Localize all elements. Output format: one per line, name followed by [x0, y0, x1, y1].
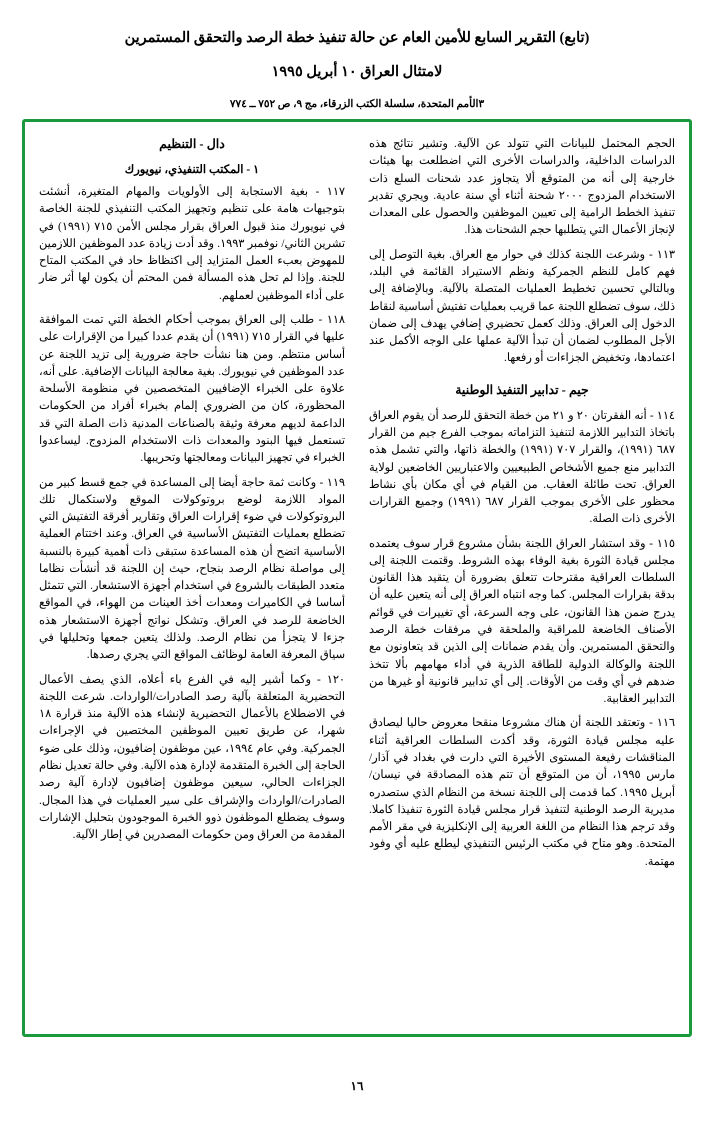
paragraph: ١١٧ - بغية الاستجابة إلى الأولويات والمهام المتغيرة، أنشئت بتوجيهات هامة على تنظيم وتجهيز المكتب التنفيذي للجنة الخاصة في نيويورك منذ قبول العراق بقرار مجلس الأمن ٧١٥ (١٩٩١) في تشرين الثاني/ نوفمبر ١٩٩٣. وقد أدت زيادة عدد الموظفين اللازمين للمهوض بعبء العمل المتزايد إلى اكتظاظ حاد في المكتب المتاح للجنة. وإذا لم تحل هذه المسألة فمن المحتم أن يكون لها أثر ضار على أداء الموظفين لعملهم.	[39, 186, 345, 302]
column-left	[39, 136, 345, 1024]
paragraph: ١١٨ - طلب إلى العراق بموجب أحكام الخطة التي تمت الموافقة عليها في القرار ٧١٥ (١٩٩١) أن يقدم عددا كبيرا من الإقرارات على أساس منتظم. ومن هنا نشأت حاجة ضرورية إلى تزيد اللجنة عن عدد الموظفين في نيويورك. بغية معالجة البيانات الإضافية. على أنه، علاوة على الخبراء الإضافيين المتخصصين في منظومة الأسلحة المحظورة، كان من الضروري إلمام بخبراء أفراد من الحكومات الداعمة لديهم معرفة وثيقة بالصناعات المدنية ذات الصلة التي قد تستعمل فيها البنود والمعدات ذات الاستخدام المزدوج. ليساعدوا الخبراء في تجهيز البيانات ومعالجتها وتحريبها.	[39, 313, 345, 465]
source-citation: ٣الأمم المتحدة، سلسلة الكتب الزرقاء، مج ٩، ص ٧٥٢ ــ ٧٧٤	[229, 98, 485, 110]
paragraph: ١١٣ - وشرعت اللجنة كذلك في حوار مع العراق. بغية التوصل إلى فهم كامل للنظم الجمركية ونظم الاستيراد القائمة في البلد، وبالتالي تحسين تخطيط العمليات المتصلة بالآلية. وبالإضافة إلى ذلك، سوف تضطلع اللجنة عما قريب بعمليات تفتيش أساسية لنقاط الدخول إلى العراق. وذلك كعمل تحضيري إضافي يهدف إلى ضمان الأجل المطلوب لضمان أن تبدأ الآلية عملها على الوجه الأكمل عند اعتمادها، وتخفيض الجزاءات أو رفعها.	[369, 248, 675, 365]
content-frame	[22, 119, 692, 1037]
paragraph: ١١٥ - وقد استشار العراق اللجنة بشأن مشروع قرار سوف يعتمده مجلس قيادة الثورة بغية الوفاء بهذه الشروط. وقتمت اللجنة إلى السلطات العراقية مقترحات تتعلق بضرورة أن يتقيد هذا القانون بدقة بقرارات المجلس. كما وجه انتباه العراق إلى أنه يتعين عليه أن يدرج ضمن هذا القانون، على وجه السرعة، أي تغييرات في قوائم الأصناف الخاضعة للمراقبة والملحقة في مرفقات خطة الرصد والتحقق المستمرين. وأن يقدم ضمانات إلى الذين قد يتعاونون مع اللجنة والوكالة الدولية للطاقة الذرية في أداء مهامهم بألا تتخذ ضدهم في أي وقت من الأوقات. إلى أي تدابير قانونية أو غيرها من التدابير العقابية.	[369, 537, 675, 706]
paragraph: ١٢٠ - وكما أشير إليه في الفرع باء أعلاه، الذي يصف الأعمال التحضيرية المتعلقة بآلية رصد الصادرات/الواردات. شرعت اللجنة في الاضطلاع بالأعمال التحضيرية لإنشاء هذه الآلية منذ قرارة ١٨ شهرا، عن طريق تعيين الموظفين المختصين في الإجراءات الجمركية. وفي عام ١٩٩٤، عين موظفون إضافيون، وذلك على ضوء الحاجة إلى الخبرة المتقدمة لإدارة هذه الآلية. وفي حالة تعديل نظام الجزاءات الحالي، سيعين موظفون إضافيون لإدارة آلية رصد الصادرات/الواردات والإشراف على سير العمليات في هذا المجال. وسوف يضطلع الموظفون ذوو الخبرة الموجودون بتحليل الإشارات المقدمة من العراق ومن حكومات المصدرين في إطار الآلية.	[39, 673, 345, 842]
page-subtitle: لامتثال العراق ١٠ أبريل ١٩٩٥	[271, 63, 443, 80]
page-header	[0, 0, 714, 110]
section-heading-organization: دال - التنظيم	[159, 137, 225, 151]
subsection-heading-executive-office: ١ - المكتب التنفيذي، نيويورك	[124, 164, 260, 176]
paragraph: ١١٤ - أنه الفقرتان ٢٠ و ٢١ من خطة التحقق للرصد أن يقوم العراق باتخاذ التدابير اللازمة لتنفيذ التزاماته بموجب الفرع جيم من القرار ٦٨٧ (١٩٩١)، والقرار ٧٠٧ (١٩٩١) والخطة ذاتها، والتي تشمل هذه التدابير منع جميع الأشخاص الطبيعيين والاعتباريين الخاضعين لولاية العراق. تحت طائلة العقاب. من القيام في أي مكان بأي نشاط محظور على الأخرى بموجب القرار ٦٨٧ (١٩٩١) وجميع القرارات الأخرى ذات الصلة.	[369, 409, 675, 526]
paragraph: ١١٦ - وتعتقد اللجنة أن هناك مشروعا منقحا معروض حاليا ليصادق عليه مجلس قيادة الثورة، وقد أكدت السلطات العراقية أثناء المناقشات رفيعة المستوى الأخيرة التي دارت في بغداد في آذار/ مارس ١٩٩٥، أن من المتوقع أن تتم هذه المصادقة في نيسان/ أبريل ١٩٩٥. كما قدمت إلى اللجنة نسخة من النظام الذي ستصدره مديرية الرصد الوطنية لتنفيذ قرار مجلس قيادة الثورة تنفيذا كاملا. وقد ترجم هذا النظام من اللغة العربية إلى الإنكليزية في مقر الأمم المتحدة. وهو متاح في مكتب الرئيس التنفيذي ليطلع عليه أي وفود مهتمة.	[369, 717, 676, 868]
section-heading-national-measures: جيم - تدابير التنفيذ الوطنية	[455, 382, 589, 397]
two-column-body	[39, 136, 675, 1024]
page-title: (تابع) التقرير السابع للأمين العام عن حالة تنفيذ خطة الرصد والتحقق المستمرين	[124, 30, 590, 46]
column-right	[369, 136, 675, 1024]
paragraph: الحجم المحتمل للبيانات التي تتولد عن الآلية. وتشير نتائج هذه الدراسات الداخلية، والدراسات الأخرى التي اضطلعت بها هيئات خارجية إلى أنه من المتوقع ألا يتجاوز عدد شحنات السلع ذات الاستخدام المزدوج ٢٠٠٠ شحنة أثناء أي سنة عادية. ويجري تقدير تنفيذ الخطط الرامية إلى تعيين الموظفين والحصول على المعدات لإنجاز الأعمال التي يتطلبها حجم الشحنات هذا.	[369, 138, 676, 237]
paragraph: ١١٩ - وكانت ثمة حاجة أيضا إلى المساعدة في جمع قسط كبير من المواد اللازمة لوضع بروتوكولات الموقع ولاستكمال تلك البروتوكولات في ضوء إقرارات العراق وتقارير أفرقة التفتيش التي تضطلع بعمليات التفتيش الأساسية في العراق. وعند اختتام العملية الأساسية اتضح أن هذه المساعدة ستبقى ذات أهمية كبيرة بالنسبة إلى مواصلة نظام الرصد بنجاح، حيث إن اللجنة قد أنشأت نظاما متعدد الطبقات بالشروع في استخدام أجهزة الاستشعار. التي تتمثل أساسا في الكاميرات ومعدات أخذ العينات من الهواء، في المواقع الخاضعة للرصد في العراق. وتشكل نواتج أجهزة الاستشعار هذه جزءا لا يتجزأ من نظام الرصد. ولذلك يتعين جمعها وتحليلها في سياق المعرفة العامة لوظائف المواقع التي يجري رصدها.	[39, 476, 345, 662]
page-number: ١٦	[350, 1079, 364, 1093]
